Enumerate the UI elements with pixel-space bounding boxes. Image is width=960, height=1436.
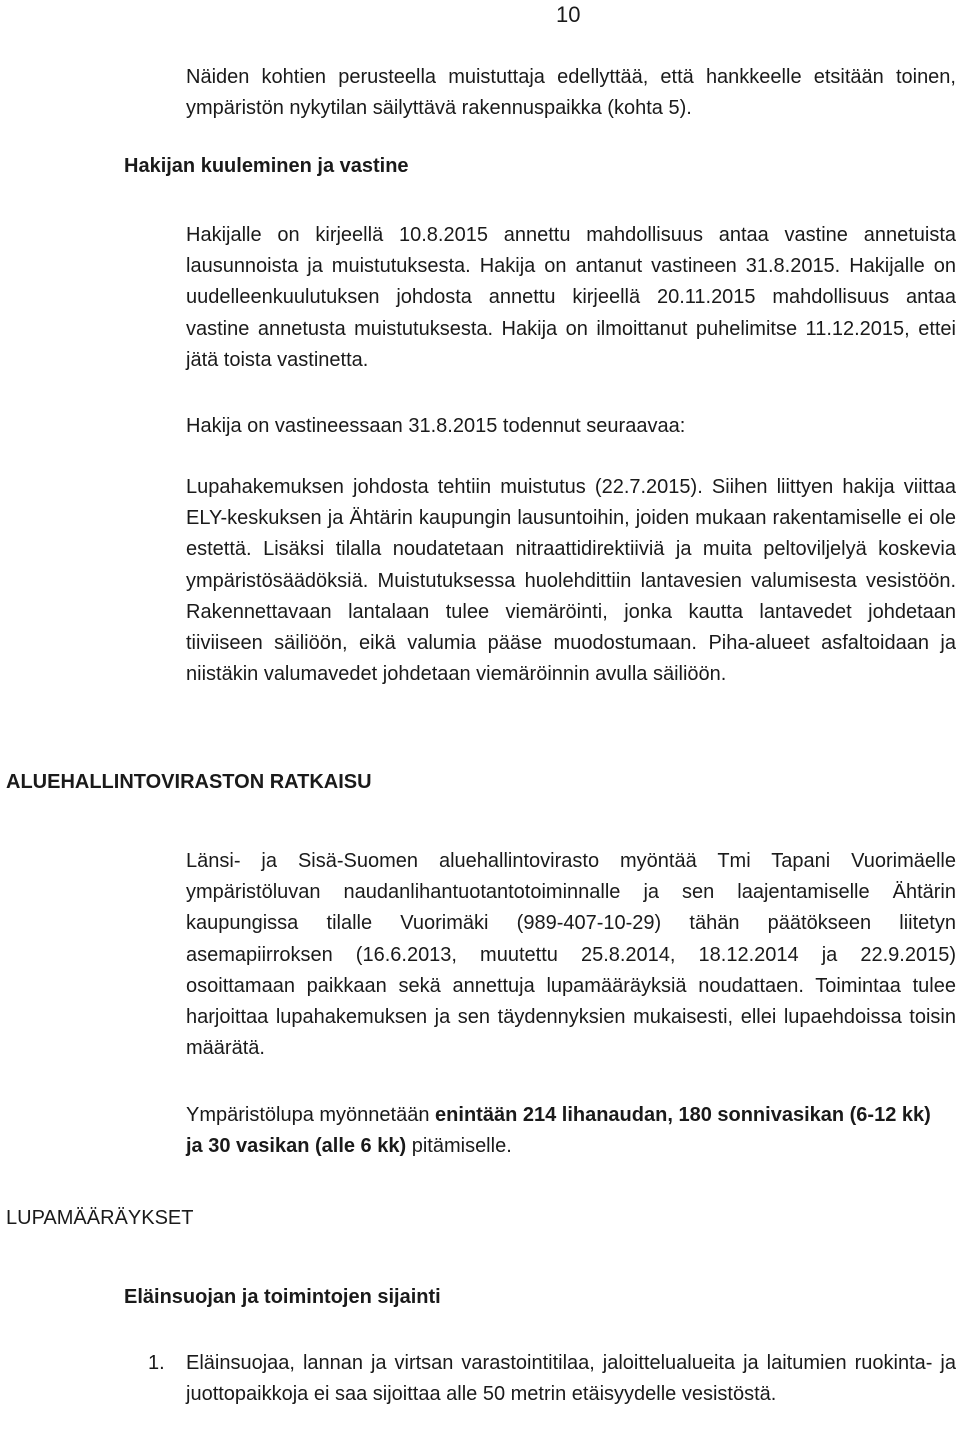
heading-hakijan-kuuleminen: Hakijan kuuleminen ja vastine: [124, 155, 409, 177]
heading-sijainti: Eläinsuojan ja toimintojen sijainti: [124, 1286, 441, 1308]
list-item-text: Eläinsuojaa, lannan ja virtsan varastointitilaa, jaloittelualueita ja laitumien ruokinta- ja juottopaikkoja ei saa sijoittaa alle 50 metrin etäisyydelle vesistöstä.: [186, 1352, 956, 1406]
page-number: 10: [556, 2, 581, 27]
heading-lupamaaraykset: LUPAMÄÄRÄYKSET: [6, 1207, 194, 1229]
lupa-maara-bold: enintään 214 lihanaudan, 180 sonnivasikan (6-12 kk) ja 30 vasikan (alle 6 kk): [186, 1104, 931, 1158]
paragraph-lupa-maara: [186, 1100, 946, 1162]
lupa-maara-post: pitämiselle.: [406, 1135, 512, 1158]
heading-ratkaisu: ALUEHALLINTOVIRASTON RATKAISU: [6, 771, 372, 793]
paragraph-kuuleminen: Hakijalle on kirjeellä 10.8.2015 annettu mahdollisuus antaa vastine annetuista lausunnoista ja muistutuksesta. Hakija on antanut vastineen 31.8.2015. Hakijalle on uudelleenkuulutuksen johdosta annettu kirjeellä 20.11.2015 mahdollisuus antaa vastine annetusta muistutuksesta. Hakija on ilmoittanut puhelimitse 11.12.2015, ettei jätä toista vastinetta.: [186, 224, 956, 371]
paragraph-muistuttaja: Näiden kohtien perusteella muistuttaja edellyttää, että hankkeelle etsitään toinen, ympäristön nykytilan säilyttävä rakennuspaikka (kohta 5).: [186, 66, 956, 120]
list-item-number: 1.: [148, 1352, 165, 1374]
lupa-maara-pre: Ympäristölupa myönnetään: [186, 1104, 436, 1126]
paragraph-vastine-sisalto: Lupahakemuksen johdosta tehtiin muistutus (22.7.2015). Siihen liittyen hakija viittaa ELY-keskuksen ja Ähtärin kaupungin lausuntoihin, joiden mukaan rakentamiselle ei ole estettä. Lisäksi tilalla noudatetaan nitraattidirektiiviä ja muita peltoviljelyä koskevia ympäristösäädöksiä. Muistutuksessa huolehdittiin lantavesien valumisesta vesistöön. Rakennettavaan lantalaan tulee viemäröinti, jonka kautta lantavedet johdetaan tiiviiseen säiliöön, eikä valumia pääse muodostumaan. Piha-alueet asfaltoidaan ja niistäkin valumavedet johdetaan viemäröinnin avulla säiliöön.: [186, 476, 956, 686]
paragraph-ratkaisu: Länsi- ja Sisä-Suomen aluehallintovirasto myöntää Tmi Tapani Vuorimäelle ympäristöluvan naudanlihantuotantotoiminnalle ja sen laajentamiselle Ähtärin kaupungissa tilalle Vuorimäki (989-407-10-29) tähän päätökseen liitetyn asemapiirroksen (16.6.2013, muutettu 25.8.2014, 18.12.2014 ja 22.9.2015) osoittamaan paikkaan sekä annettuja lupamääräyksiä noudattaen. Toimintaa tulee harjoittaa lupahakemuksen ja sen täydennyksien mukaisesti, ellei lupaehdoissa toisin määrätä.: [186, 850, 956, 1060]
paragraph-vastine-intro: Hakija on vastineessaan 31.8.2015 todennut seuraavaa:: [186, 415, 686, 437]
